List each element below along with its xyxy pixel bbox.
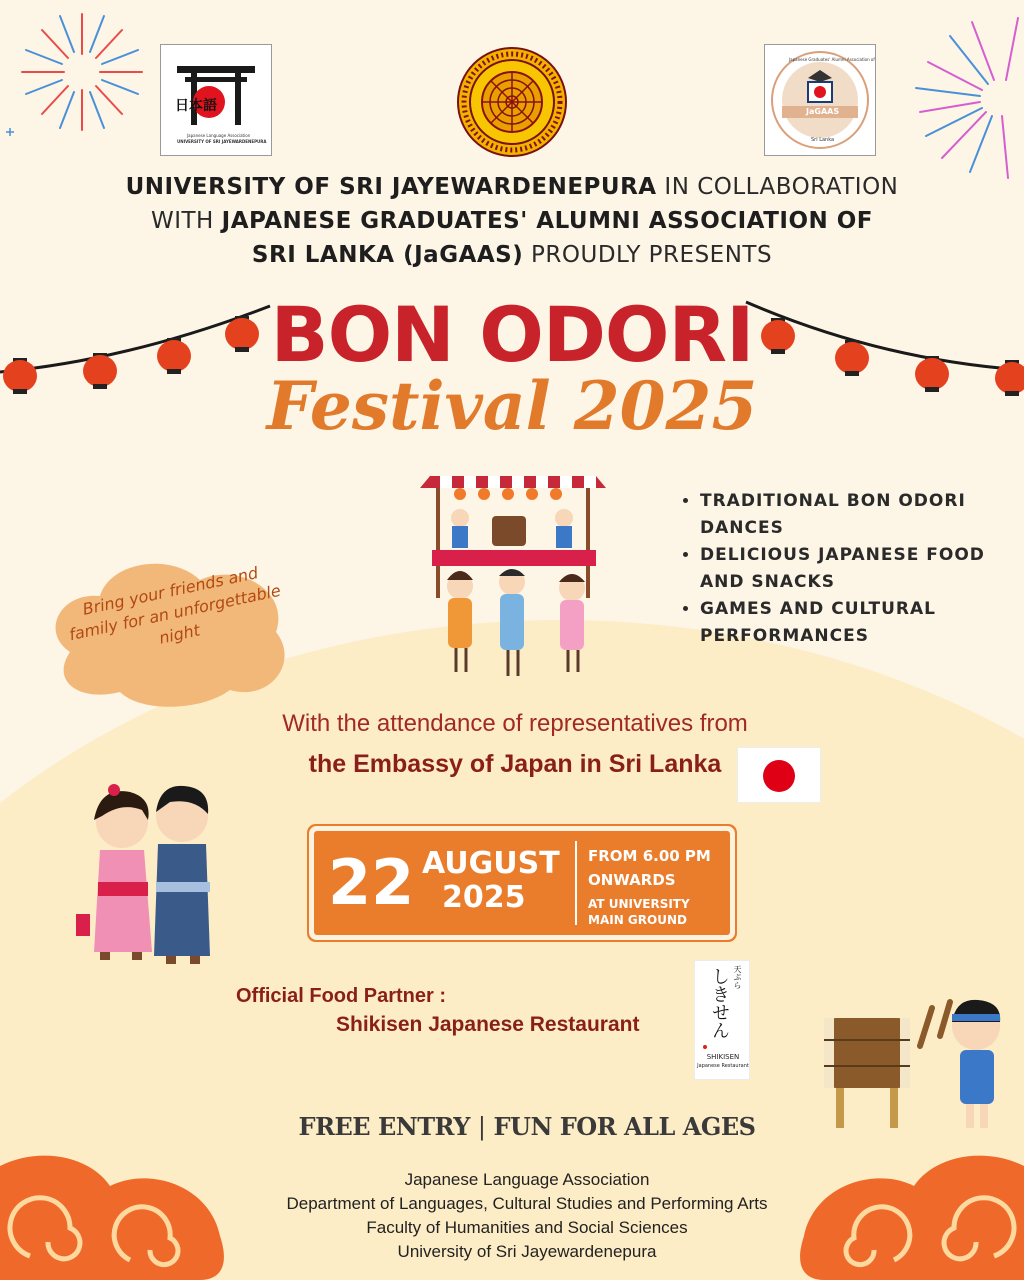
shikisen-logo-brush: しきせん [709, 967, 730, 1039]
header-bold: UNIVERSITY OF SRI JAYEWARDENEPURA [125, 174, 657, 200]
footer-line: University of Sri Jayewardenepura [397, 1242, 657, 1261]
festival-subtitle: Festival 2025 [266, 367, 758, 445]
footer-line: Department of Languages, Cultural Studies and Performing Arts [286, 1194, 768, 1213]
tagline [0, 1112, 1024, 1141]
jagaas-logo [764, 44, 876, 156]
japan-flag-icon [737, 747, 821, 803]
header-bold: SRI LANKA (JaGAAS) [251, 242, 524, 268]
footer-line: Faculty of Humanities and Social Sciences [366, 1218, 688, 1237]
event-year: 2025 [442, 880, 526, 915]
shikisen-logo [694, 960, 750, 1080]
attendance-line: With the attendance of representatives from [282, 710, 748, 737]
couple-in-yukata-illustration [70, 776, 230, 972]
jagaas-arc-text: Japanese Graduates' Alumni Association of [789, 57, 875, 62]
university-seal-icon [456, 46, 568, 158]
footer-line: Japanese Language Association [404, 1170, 650, 1189]
shikisen-logo-small: 天ぷら [733, 965, 742, 989]
jagaas-bottom-text: Sri Lanka [811, 137, 835, 143]
food-partner-name: Shikisen Japanese Restaurant [336, 1013, 640, 1036]
tagline-separator: | [477, 1113, 486, 1141]
header-text: PROUDLY PRESENTS [523, 242, 773, 268]
event-date-banner [314, 831, 730, 935]
flag-disc [763, 760, 795, 792]
dancers-stage-illustration [400, 462, 620, 688]
festival-title: BON ODORI [270, 290, 754, 379]
event-day: 22 [328, 846, 415, 919]
fun-for-all-text: FUN FOR ALL AGES [493, 1112, 756, 1141]
event-venue: MAIN GROUND [588, 913, 687, 927]
header-text: IN COLLABORATION [656, 174, 899, 200]
event-venue: AT UNIVERSITY [588, 897, 690, 911]
logo-caption: Japanese Language Association [187, 133, 251, 138]
feature-list [676, 488, 996, 650]
organizer-footer [0, 1168, 1024, 1264]
shikisen-caption: Japanese Restaurant [697, 1063, 749, 1069]
embassy-line: the Embassy of Japan in Sri Lanka [308, 750, 722, 778]
feature-item: • TRADITIONAL BON ODORI DANCES [700, 488, 996, 542]
cloud-note: Bring your friends and family for an unforgettable night [67, 563, 283, 648]
feature-item: • GAMES AND CULTURAL PERFORMANCES [700, 596, 996, 650]
logo-caption: UNIVERSITY OF SRI JAYEWARDENEPURA [177, 139, 267, 144]
header-text: WITH [150, 208, 222, 234]
date-divider [575, 841, 577, 925]
free-entry-text: FREE ENTRY [298, 1112, 470, 1141]
logo-dot [703, 1045, 707, 1049]
feature-item: • DELICIOUS JAPANESE FOOD AND SNACKS [700, 542, 996, 596]
event-time: ONWARDS [588, 871, 676, 889]
japanese-language-association-logo [160, 44, 272, 156]
header-bold: JAPANESE GRADUATES' ALUMNI ASSOCIATION OF [221, 208, 874, 234]
presenter-header [40, 170, 984, 272]
jagaas-band-text: JaGAAS [806, 107, 840, 116]
fireworks-left-icon [0, 0, 170, 160]
event-month: AUGUST [422, 846, 560, 881]
event-time: FROM 6.00 PM [588, 847, 711, 865]
food-partner-label: Official Food Partner : [236, 985, 447, 1007]
logo-kanji: 日本語 [175, 98, 217, 114]
shikisen-caption: SHIKISEN [706, 1053, 740, 1061]
